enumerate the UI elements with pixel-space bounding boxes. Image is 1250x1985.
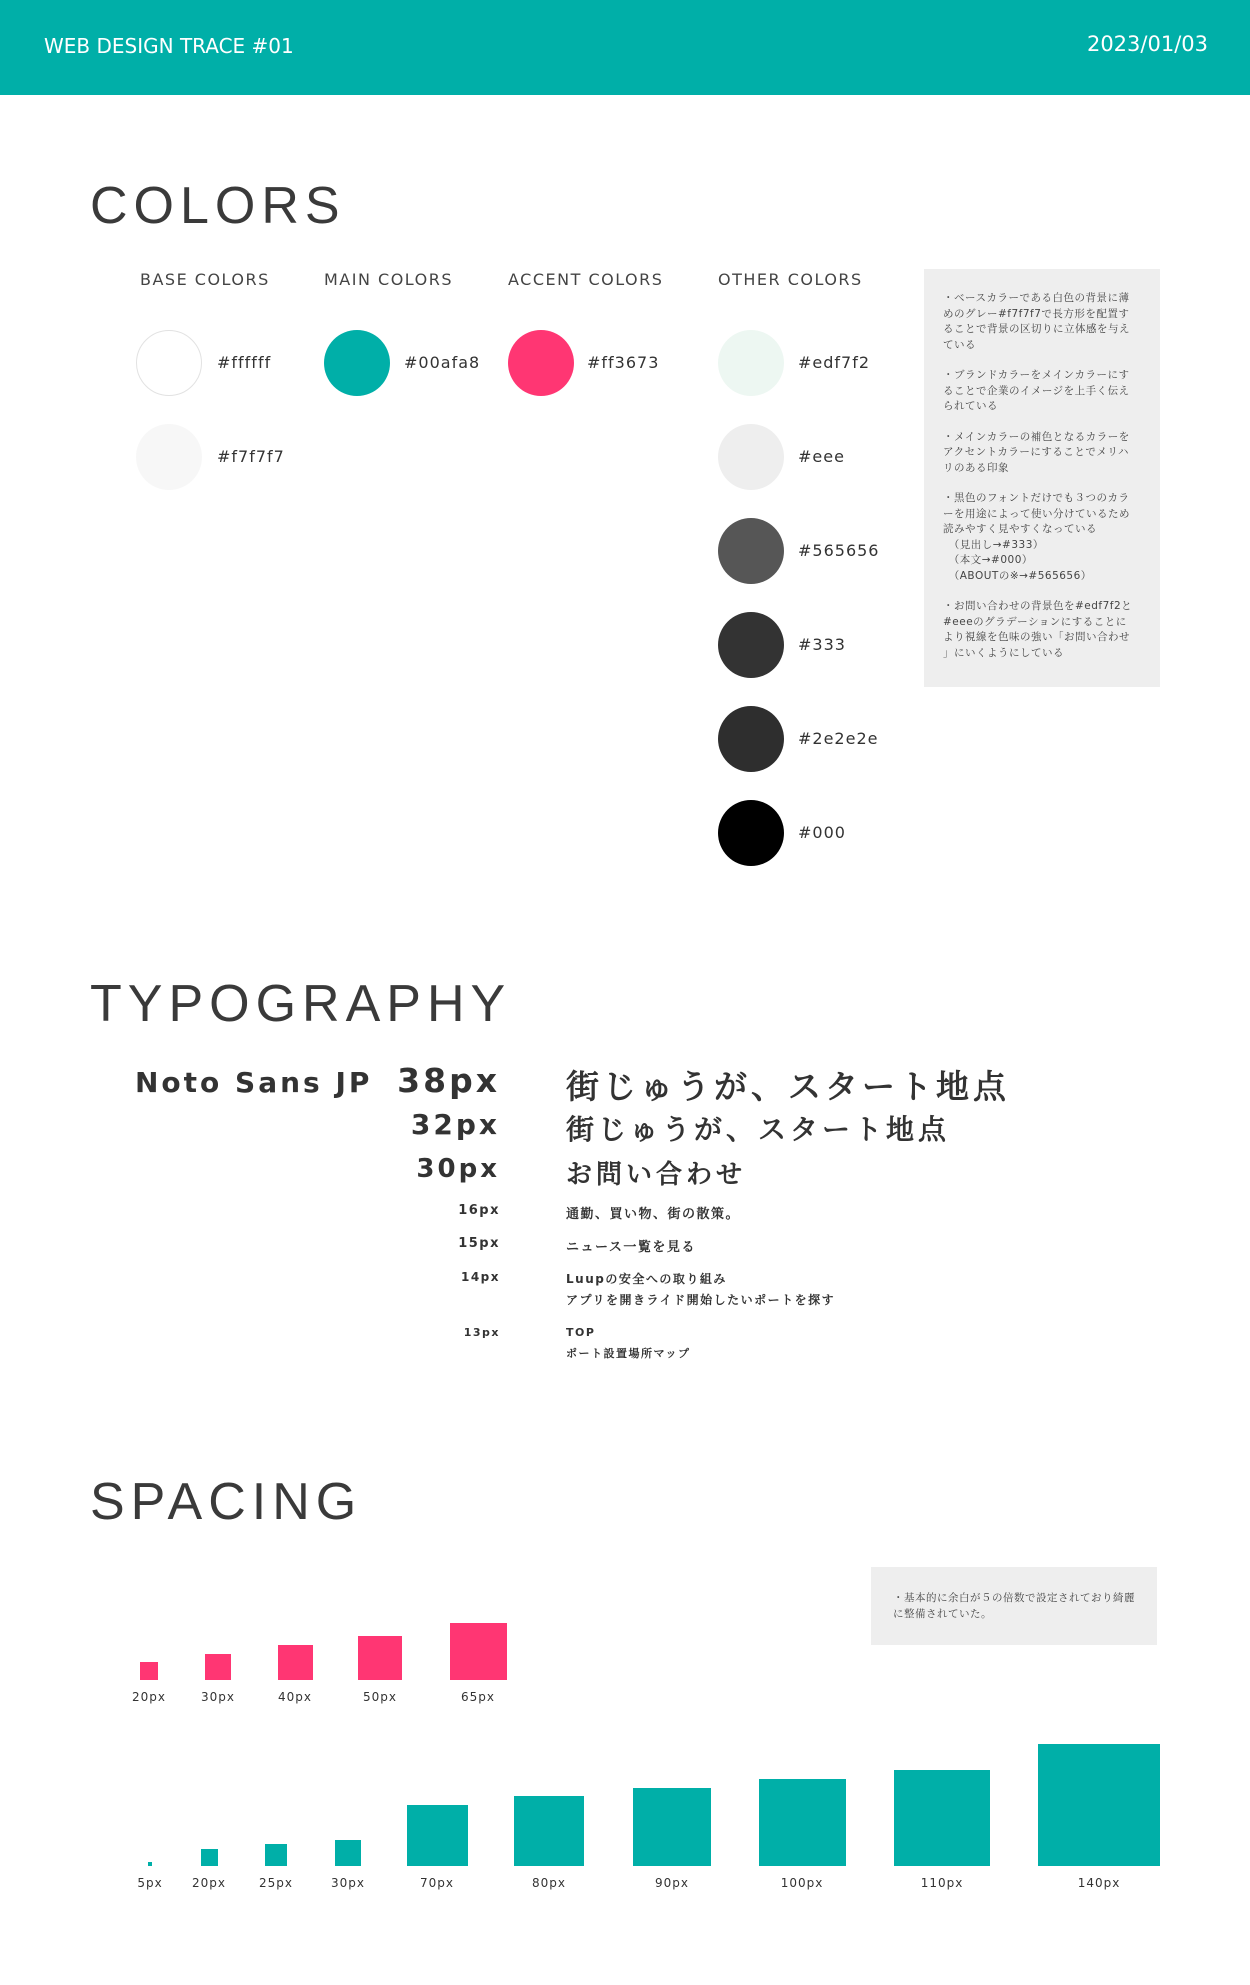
spacing-square-pink [205,1654,231,1680]
font-name: Noto Sans JP [135,1066,373,1099]
other-color-hex: #565656 [798,541,880,560]
spacing-square-teal [265,1844,287,1866]
spacing-label: 40px [278,1690,312,1704]
spacing-label: 100px [780,1876,824,1890]
font-size-label: 38px [397,1061,500,1100]
other-color-hex: #000 [798,823,846,842]
other-color-swatch [718,518,784,584]
font-size-label: 32px [410,1108,500,1141]
spacing-label: 140px [1077,1876,1121,1890]
type-sample-text: ニュース一覧を見る [566,1240,696,1255]
main-color-hex: #00afa8 [404,353,481,372]
accent-colors-label: ACCENT COLORS [508,270,664,289]
base-color-hex: #f7f7f7 [217,447,285,466]
spacing-label: 30px [331,1876,365,1890]
spacing-label: 110px [920,1876,964,1890]
base-color-swatch [136,330,202,396]
other-color-hex: #2e2e2e [798,729,879,748]
colors-note-line: リのある印象 [943,461,1009,474]
spacing-square-teal [759,1779,846,1866]
colors-note-line: られている [943,400,998,412]
spacing-square-teal [201,1849,218,1866]
other-color-swatch [718,424,784,490]
spacing-square-pink [450,1623,507,1680]
spacing-label: 20px [132,1690,166,1704]
spacing-label: 90px [655,1876,689,1890]
type-sample-text: Luupの安全への取り組み [566,1272,727,1286]
font-size-label: 16px [458,1203,500,1218]
spacing-label: 80px [532,1876,566,1890]
spacing-square-teal [633,1788,711,1866]
colors-note-line: ・メインカラーの補色となるカラーを [943,430,1130,443]
base-color-hex: #ffffff [217,353,272,372]
header-date: 2023/01/03 [1086,32,1208,56]
other-color-swatch [718,330,784,396]
other-color-swatch [718,800,784,866]
colors-note-line: ている [943,338,976,351]
type-sample-text: 街じゅうが、スタート地点 [566,1113,951,1146]
spacing-square-teal [148,1862,152,1866]
other-colors-label: OTHER COLORS [718,270,863,289]
font-size-label: 15px [458,1236,500,1251]
spacing-label: 20px [192,1876,226,1890]
spacing-label: 5px [137,1876,163,1890]
spacing-square-pink [140,1662,158,1680]
spacing-square-teal [1038,1744,1160,1866]
colors-note-line: （本文→#000） [943,554,1033,566]
typography-title: TYPOGRAPHY [90,975,512,1033]
header-title: WEB DESIGN TRACE #01 [44,34,294,58]
colors-note-line: めのグレー#f7f7f7で長方形を配置す [943,307,1130,320]
main-colors-label: MAIN COLORS [324,270,453,289]
note-gap [943,415,1160,430]
other-color-hex: #333 [798,635,846,654]
colors-title: COLORS [90,177,346,235]
spacing-label: 50px [363,1690,397,1704]
spacing-label: 70px [420,1876,454,1890]
colors-note-line: ・お問い合わせの背景色を#edf7f2と [943,600,1133,612]
note-gap [943,476,1160,491]
font-size-label: 13px [463,1326,500,1339]
colors-note-line: ることで企業のイメージを上手く伝え [943,384,1130,397]
accent-color-hex: #ff3673 [587,353,660,372]
base-colors-label: BASE COLORS [140,270,270,289]
type-sample-text: 街じゅうが、スタート地点 [566,1067,1010,1106]
spacing-label: 65px [461,1690,495,1704]
type-sample-text: お問い合わせ [566,1160,747,1190]
colors-note-line: ・ベースカラーである白色の背景に薄 [943,292,1130,304]
accent-color-swatch [508,330,574,396]
type-sample-text: 通勤、買い物、街の散策。 [566,1207,741,1222]
colors-note-line: ることで背景の区切りに立体感を与え [943,323,1130,335]
other-color-hex: #edf7f2 [798,353,871,372]
spacing-square-teal [894,1770,990,1866]
colors-note-line: #eeeのグラデーションにすることに [943,615,1127,628]
base-color-swatch [136,424,202,490]
spacing-square-pink [278,1645,313,1680]
colors-note-line: より視線を色味の強い「お問い合わせ [943,631,1130,643]
font-size-label: 30px [416,1154,500,1184]
colors-note-line: （ABOUTの※→#565656） [943,569,1092,582]
header-bar [0,0,1250,95]
colors-note-line: 読みやすく見やすくなっている [943,523,1097,535]
spacing-square-pink [358,1636,402,1680]
font-size-label: 14px [460,1270,500,1284]
colors-note-line: ーを用途によって使い分けているため [943,507,1130,520]
colors-note-line: （見出し→#333） [943,538,1044,551]
spacing-note-box [871,1567,1157,1645]
spacing-square-teal [514,1796,584,1866]
other-color-hex: #eee [798,447,845,466]
spacing-label: 30px [201,1690,235,1704]
type-sample-text: ポート設置場所マップ [566,1347,691,1360]
other-color-swatch [718,612,784,678]
note-gap [943,584,1160,599]
spacing-square-teal [335,1840,361,1866]
colors-note-line: 」にいくようにしている [943,646,1064,659]
type-sample-text: TOP [566,1326,596,1339]
other-color-swatch [718,706,784,772]
colors-note-box [924,269,1160,687]
note-gap [943,353,1160,368]
spacing-title: SPACING [90,1473,363,1531]
spacing-square-teal [407,1805,468,1866]
type-sample-text: アプリを開きライド開始したいポートを探す [566,1293,836,1307]
colors-note-line: ・ブランドカラーをメインカラーにす [943,369,1130,381]
spacing-label: 25px [259,1876,293,1890]
colors-note-line: ・黒色のフォントだけでも３つのカラ [943,492,1130,504]
colors-note-line: アクセントカラーにすることでメリハ [943,446,1130,458]
main-color-swatch [324,330,390,396]
spacing-note-text: ・基本的に余白が５の倍数で設定されており綺麗に整備されていた。 [893,1592,1135,1620]
